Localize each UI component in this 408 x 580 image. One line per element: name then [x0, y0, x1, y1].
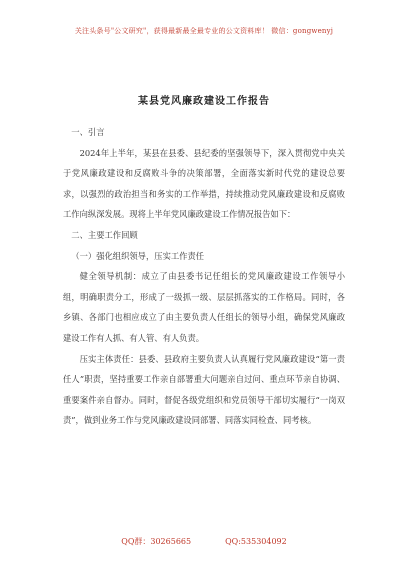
- section-heading: 二、主要工作回顾: [71, 229, 138, 240]
- footer-qq: QQ:535304092: [225, 537, 287, 546]
- footer-contact: [0, 536, 408, 547]
- subsection-heading: （一）强化组织领导，压实工作责任: [71, 250, 205, 261]
- document-body: [63, 122, 345, 431]
- paragraph: 健全领导机制：成立了由县委书记任组长的党风廉政建设工作领导小组，明确职责分工，形成了一级抓一级、层层抓落实的工作格局。同时，各乡镇、各部门也相应成立了由主要负责人任组长的领导小组，确保党风廉政建设工作有人抓、有人管、有人负责。: [63, 271, 345, 343]
- document-title: 某县党风廉政建设工作报告: [138, 96, 270, 107]
- paragraph: 压实主体责任：县委、县政府主要负责人认真履行党风廉政建设“第一责任人”职责，坚持重要工作亲自部署重大问题亲自过问、重点环节亲自协调、重要案件亲自督办。同时，督促各级党组织和党员领导干部切实履行“一岗双责”，做到业务工作与党风廉政建设同部署、同落实同检查、同考核。: [63, 353, 345, 426]
- header-banner: 关注头条号"公文研究"，获得最新最全最专业的公文资料库！ 微信：gongwenyj: [74, 27, 334, 35]
- footer-qq-group: QQ群：30265665: [121, 537, 192, 546]
- section-heading: 一、引言: [71, 127, 105, 137]
- paragraph: 2024年上半年，某县在县委、县纪委的坚强领导下，深入贯彻党中央关于党风廉政建设和反腐败斗争的决策部署，全面落实新时代党的建设总要求，以强烈的政治担当和务实的工作举措，持续推动党风廉政建设和反腐败工作向纵深发展。现将上半年党风廉政建设工作情况报告如下：: [63, 147, 345, 220]
